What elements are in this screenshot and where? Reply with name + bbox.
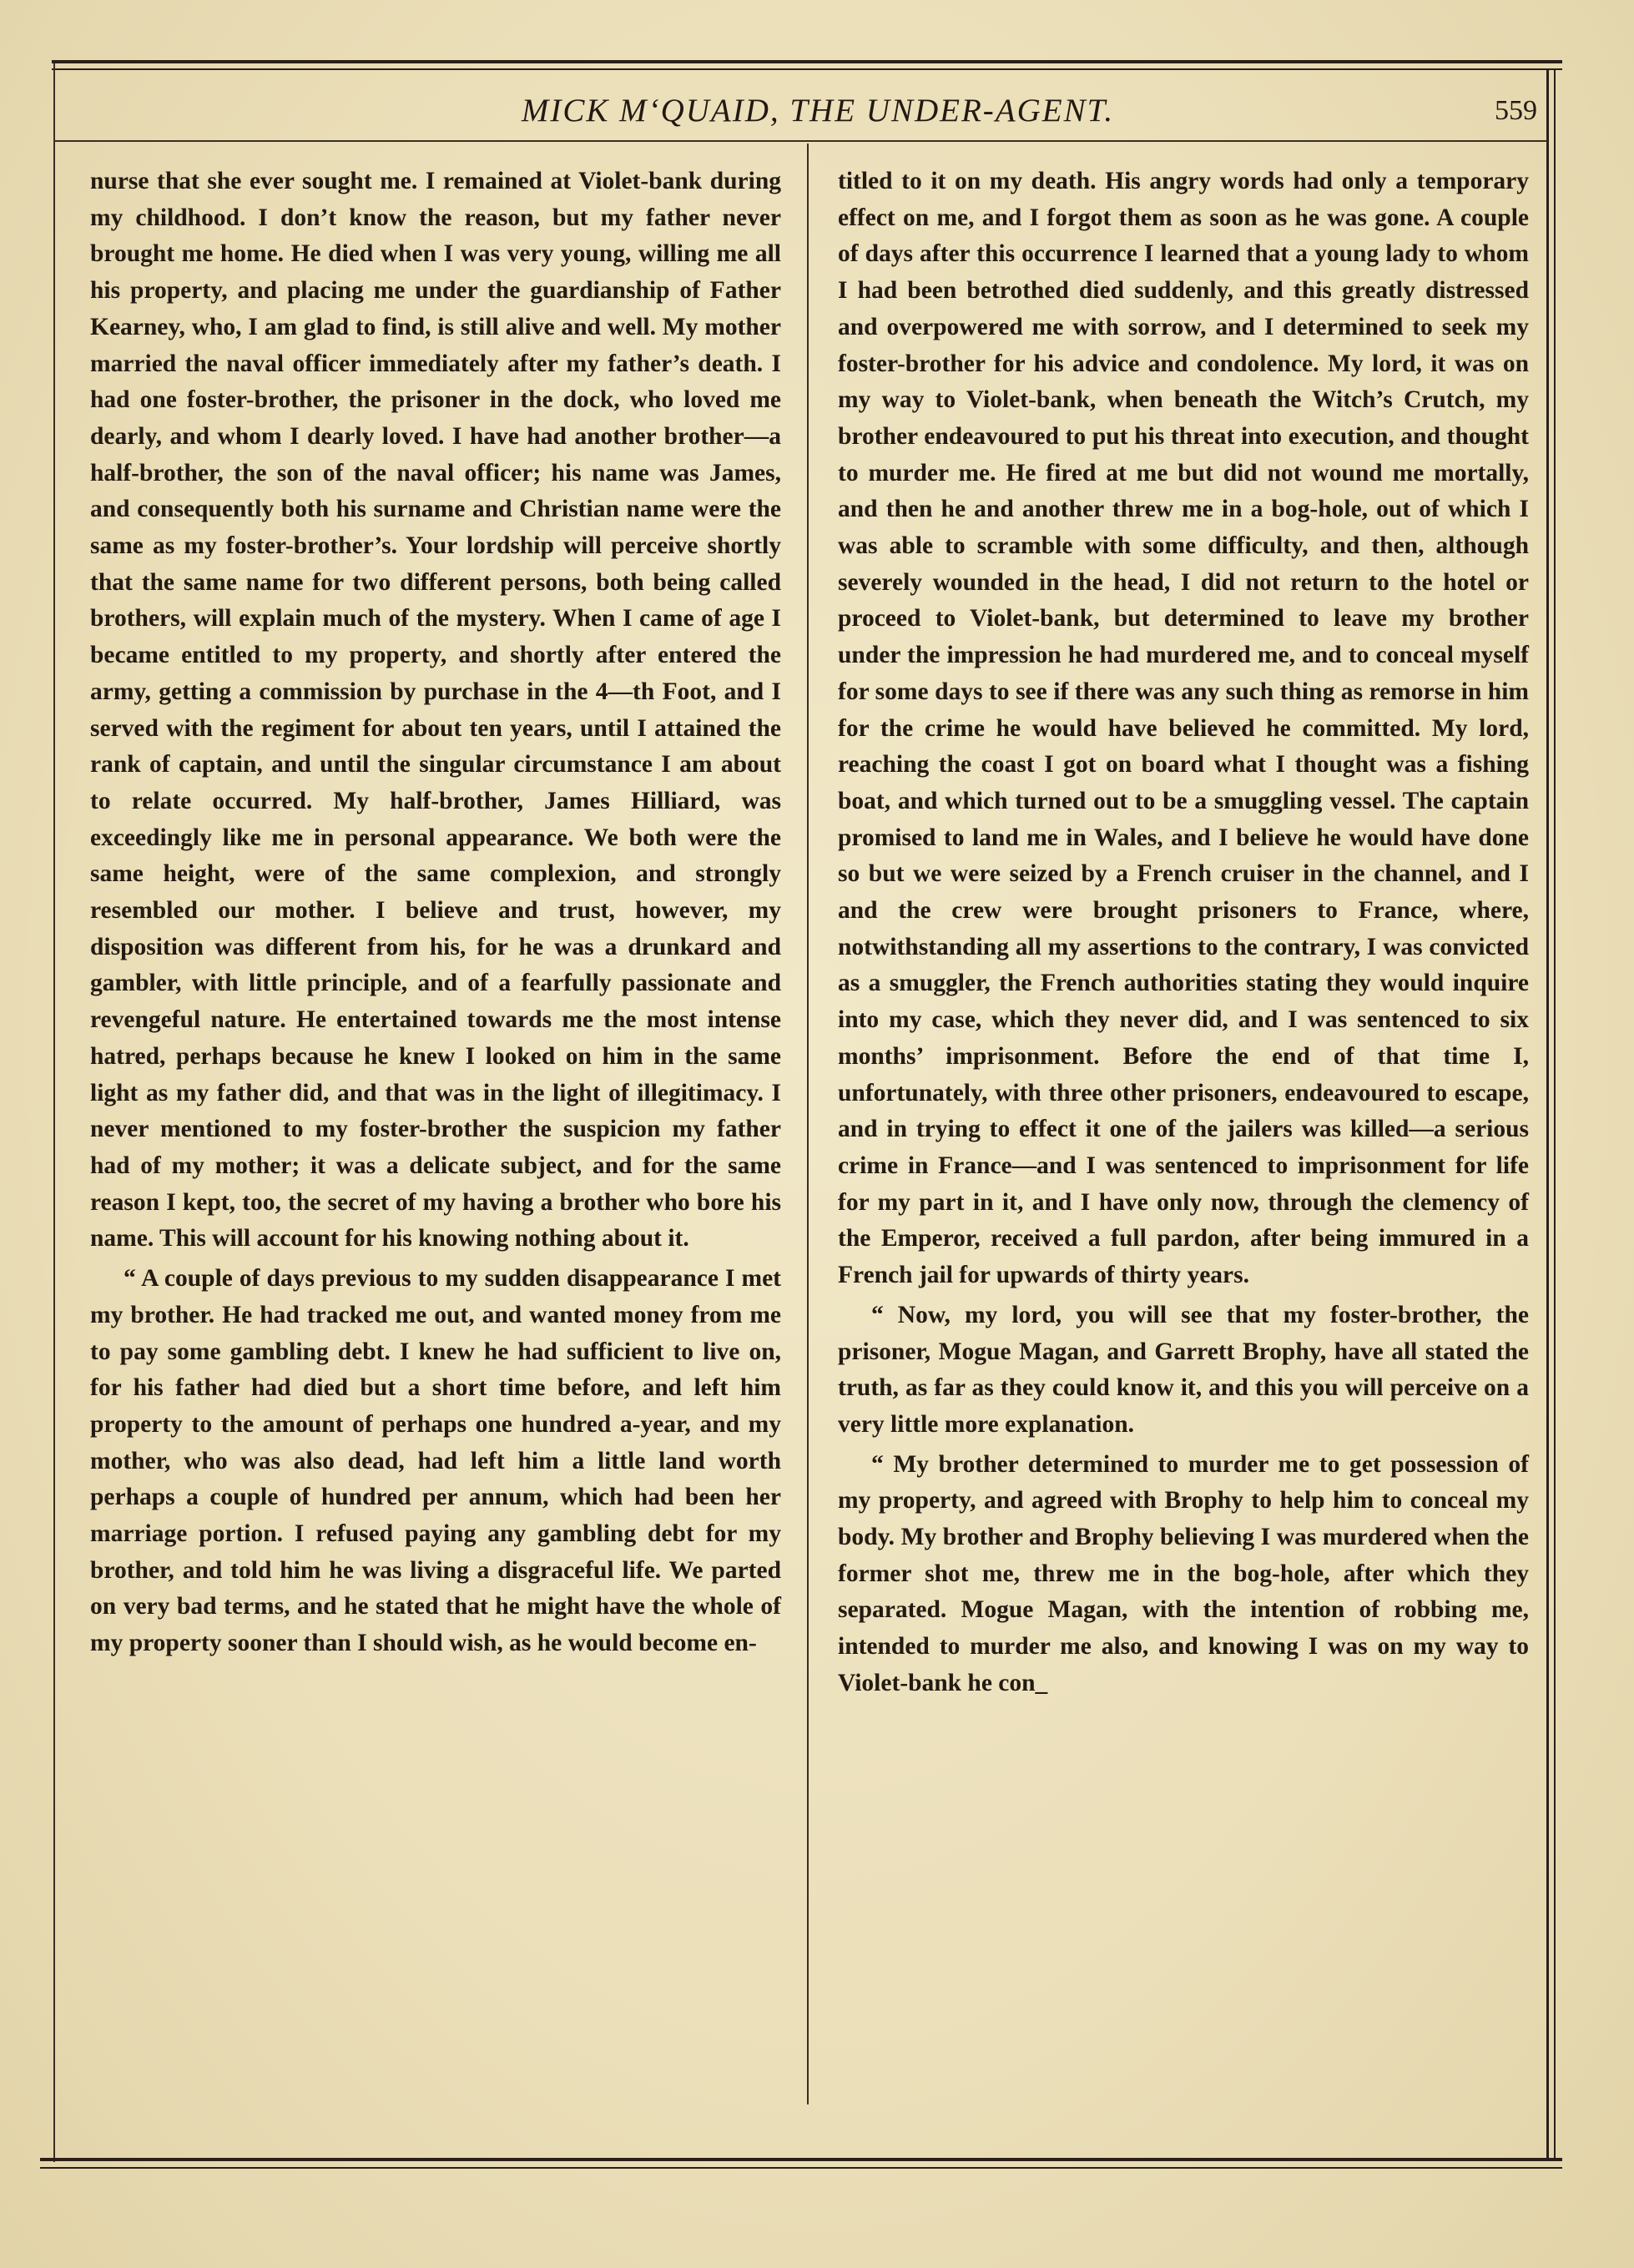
page-number: 559 <box>1495 95 1537 126</box>
left-column <box>90 164 781 1662</box>
top-border-rule <box>52 60 1562 63</box>
right-paragraph-1: titled to it on my death. His angry words had only a temporary effect on me, and I forgot them as soon as he was gone. A couple of days after this occurrence I learned that a young lady to whom I had been betrothed died suddenly, and this greatly distressed and overpowered me with sorrow, and I determined to seek my foster-brother for his advice and condolence. My lord, it was on my way to Violet-bank, when beneath the Witch’s Crutch, my brother endeavoured to put his threat into execution, and thought to murder me. He fired at me but did not wound me mortally, and then he and another threw me in a bog-hole, out of which I was able to scramble with some difficulty, and then, although severely wounded in the head, I did not return to the hotel or proceed to Violet-bank, but determined to leave my brother under the impression he had murdered me, and to conceal myself for some days to see if there was any such thing as remorse in him for the crime he would have believed he committed. My lord, reaching the coast I got on board what I thought was a fishing boat, and which turned out to be a smuggling vessel. The captain promised to land me in Wales, and I believe he would have done so but we were seized by a French cruiser in the channel, and I and the crew were brought prisoners to France, where, notwithstanding all my assertions to the contrary, I was convicted as a smuggler, the French authorities stating they would inquire into my case, which they never did, and I was sentenced to six months’ imprisonment. Before the end of that time I, unfortunately, with three other prisoners, endeavoured to escape, and in trying to effect it one of the jailers was killed—a serious crime in France—and I was sentenced to imprisonment for life for my part in it, and I have only now, through the clemency of the Emperor, received a full pardon, after being immured in a French jail for upwards of thirty years. <box>838 168 1529 1289</box>
right-paragraph-3: “ My brother determined to murder me to get possession of my property, and agreed with Brophy to help him to conceal my body. My brother and Brophy believing I was murdered when the former shot me, threw me in the bog-hole, after which they separated. Mogue Magan, with the intention of robbing me, intended to murder me also, and knowing I was on my way to Violet-bank he con_ <box>838 1450 1529 1696</box>
column-divider <box>807 144 809 2104</box>
running-title: MICK M‘QUAID, THE UNDER-AGENT. <box>521 93 1115 129</box>
bottom-border-rule <box>40 2158 1562 2161</box>
top-border-inner-rule <box>52 68 1562 70</box>
right-paragraph-2: “ Now, my lord, you will see that my foster-brother, the prisoner, Mogue Magan, and Garrett Brophy, have all stated the truth, as far as they could know it, and this you will perceive on a very little more explanation. <box>838 1301 1529 1438</box>
header-divider <box>53 140 1547 142</box>
left-border-rule <box>53 63 55 2162</box>
right-border-inner-rule <box>1554 70 1556 2161</box>
left-paragraph-1: nurse that she ever sought me. I remained at Violet-bank during my childhood. I don’t know the reason, but my father never brought me home. He died when I was very young, willing me all his property, and placing me under the guardianship of Father Kearney, who, I am glad to find, is still alive and well. My mother married the naval officer immediately after my father’s death. I had one foster-brother, the prisoner in the dock, who loved me dearly, and whom I dearly loved. I have had another brother—a half-brother, the son of the naval officer; his name was James, and consequently both his surname and Christian name were the same as my foster-brother’s. Your lordship will perceive shortly that the same name for two different persons, both being called brothers, will explain much of the mystery. When I came of age I became entitled to my property, and shortly after entered the army, getting a commission by purchase in the 4—th Foot, and I served with the regiment for about ten years, until I attained the rank of captain, and until the singular circumstance I am about to relate occurred. My half-brother, James Hilliard, was exceedingly like me in personal appearance. We both were the same height, were of the same complexion, and strongly resembled our mother. I believe and trust, however, my disposition was different from his, for he was a drunkard and gambler, with little principle, and of a fearfully passionate and revengeful nature. He entertained towards me the most intense hatred, perhaps because he knew I looked on him in the same light as my father did, and that was in the light of illegitimacy. I never mentioned to my foster-brother the suspicion my father had of my mother; it was a delicate subject, and for the same reason I kept, too, the secret of my having a brother who bore his name. This will account for his knowing nothing about it. <box>90 168 781 1252</box>
left-paragraph-2: “ A couple of days previous to my sudden disappearance I met my brother. He had tracked me out, and wanted money from me to pay some gambling debt. I knew he had sufficient to live on, for his father had died but a short time before, and left him property to the amount of perhaps one hundred a-year, and my mother, who was also dead, had left him a little land worth perhaps a couple of hundred per annum, which had been her marriage portion. I refused paying any gambling debt for my brother, and told him he was living a disgraceful life. We parted on very bad terms, and he stated that he might have the whole of my property sooner than I should wish, as he would become en- <box>90 1265 781 1657</box>
bottom-border-inner-rule <box>40 2167 1562 2169</box>
right-border-rule <box>1546 70 1549 2161</box>
right-column <box>838 164 1529 1702</box>
